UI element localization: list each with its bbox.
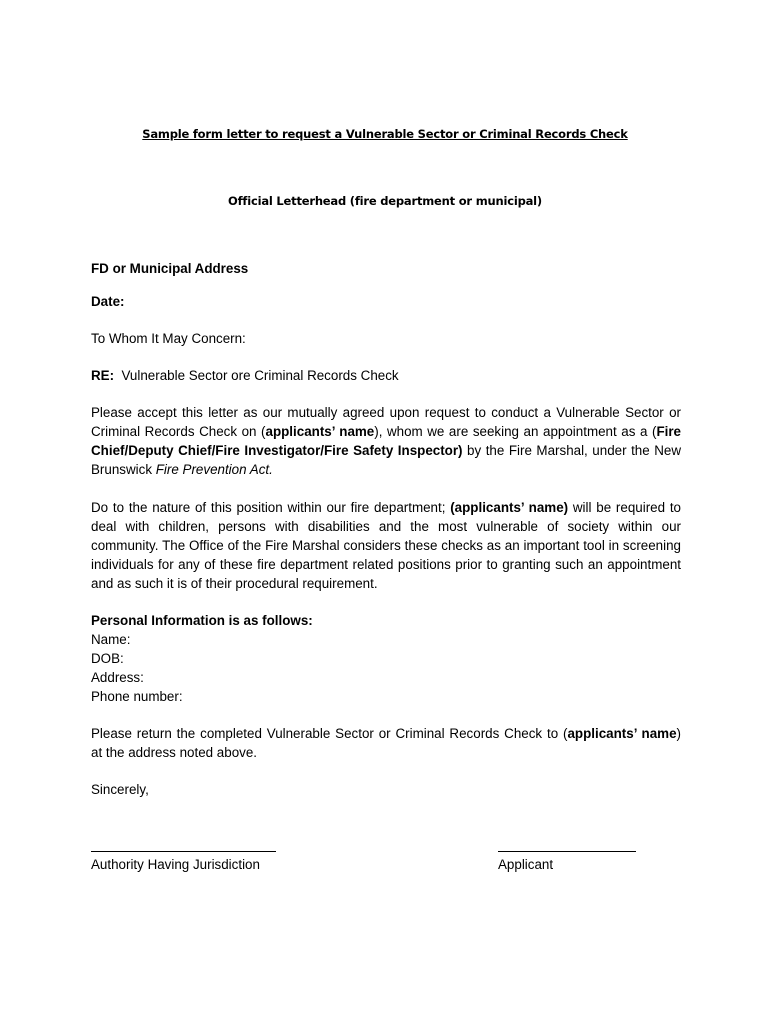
signature-line-right bbox=[498, 851, 636, 852]
applicant-name-placeholder: (applicants’ name) bbox=[450, 500, 569, 515]
subject-label: RE: bbox=[91, 368, 115, 383]
subject-line bbox=[91, 366, 681, 385]
field-name: Name: bbox=[91, 632, 131, 647]
signature-line-left bbox=[91, 851, 276, 852]
paragraph-text: ), whom we are seeking an appointment as a ( bbox=[374, 424, 657, 439]
field-address: Address: bbox=[91, 670, 144, 685]
paragraph-text: ) at the address noted above. bbox=[91, 726, 681, 760]
paragraph-text: Please accept this letter as our mutually agreed upon request to conduct a Vulnerable Sector or Criminal Records Check on ( bbox=[91, 405, 681, 439]
paragraph-request bbox=[91, 403, 681, 479]
position-titles: Fire Chief/Deputy Chief/Fire Investigator/Fire Safety Inspector) bbox=[91, 424, 681, 458]
paragraph-text: Do to the nature of this position within our fire department; bbox=[91, 500, 451, 515]
salutation: To Whom It May Concern: bbox=[91, 331, 246, 346]
paragraph-text: Please return the completed Vulnerable Sector or Criminal Records Check to ( bbox=[91, 726, 568, 741]
field-dob: DOB: bbox=[91, 651, 124, 666]
paragraph-text: by the Fire Marshal, under the New Brunswick bbox=[91, 443, 681, 477]
paragraph-return bbox=[91, 724, 681, 762]
signature-label-applicant: Applicant bbox=[498, 857, 554, 872]
personal-info-heading: Personal Information is as follows: bbox=[91, 613, 313, 628]
date-label: Date: bbox=[91, 294, 125, 309]
field-phone: Phone number: bbox=[91, 689, 183, 704]
applicant-name-placeholder: applicants’ name bbox=[265, 424, 375, 439]
paragraph-text: will be required to deal with children, persons with disabilities and the most vulnerable of society within our community. The Office of the Fire Marshal considers these checks as an important tool in screening individuals for any of these fire department related positions prior to granting such an appointment and as such it is of their procedural requirement. bbox=[91, 500, 682, 591]
paragraph-nature bbox=[91, 498, 681, 593]
address-label: FD or Municipal Address bbox=[91, 261, 249, 276]
closing: Sincerely, bbox=[91, 782, 149, 797]
letterhead-placeholder: Official Letterhead (fire department or municipal) bbox=[228, 194, 542, 208]
document-title: Sample form letter to request a Vulnerable Sector or Criminal Records Check bbox=[142, 127, 628, 141]
applicant-name-placeholder: applicants’ name bbox=[567, 726, 677, 741]
signature-label-authority: Authority Having Jurisdiction bbox=[91, 857, 260, 872]
subject-text: Vulnerable Sector ore Criminal Records Check bbox=[114, 368, 399, 383]
act-name: Fire Prevention Act. bbox=[155, 462, 273, 477]
